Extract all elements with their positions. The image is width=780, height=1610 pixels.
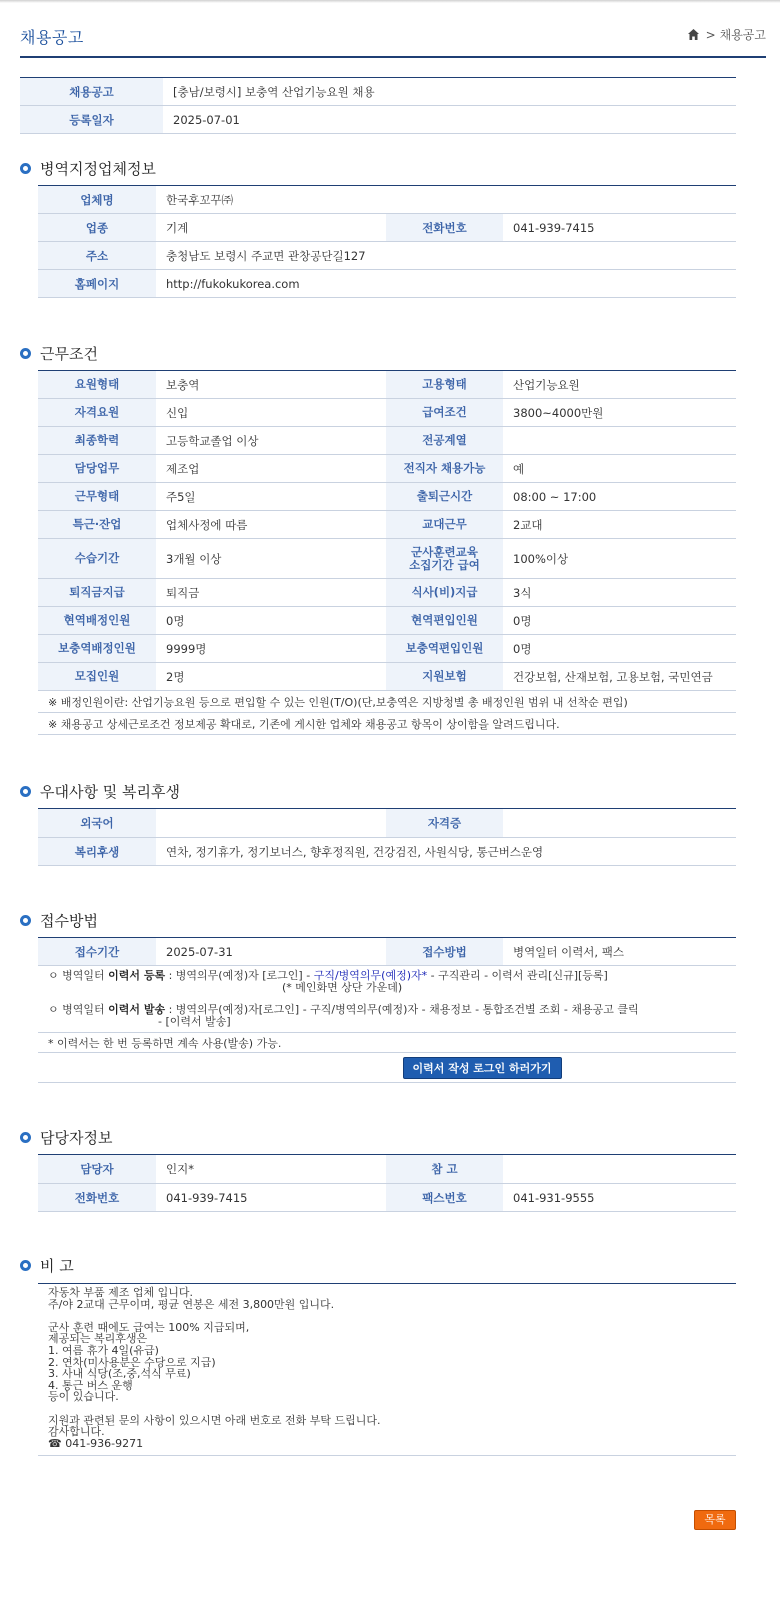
register-instruction-sub: (* 메인화면 상단 가운데): [282, 981, 403, 994]
apply-method-label: 접수방법: [386, 938, 503, 966]
apply-table: [38, 937, 736, 1083]
section-bullet-icon: [20, 915, 31, 926]
section-bullet-icon: [20, 1260, 31, 1271]
conditions-row: [38, 455, 736, 483]
conditions-value: 업체사정에 따름: [156, 511, 386, 539]
conditions-value: 신입: [156, 399, 386, 427]
contact-phone-label: 전화번호: [38, 1184, 156, 1212]
conditions-label: 급여조건: [386, 399, 503, 427]
homepage-label: 홈페이지: [38, 270, 156, 298]
contact-phone: 041-939-7415: [156, 1184, 386, 1212]
apply-method-value: 병역일터 이력서, 팩스: [503, 938, 736, 966]
conditions-row: [38, 539, 736, 579]
conditions-value: 산업기능요원: [503, 371, 736, 399]
conditions-label: 특근·잔업: [38, 511, 156, 539]
conditions-label: 퇴직금지급: [38, 579, 156, 607]
conditions-row: [38, 607, 736, 635]
foreign-language-value: [156, 809, 386, 838]
conditions-label: 출퇴근시간: [386, 483, 503, 511]
section-company-title: [20, 158, 156, 179]
conditions-value: 퇴직금: [156, 579, 386, 607]
foreign-language-label: 외국어: [38, 809, 156, 838]
welfare-label: 복리후생: [38, 838, 156, 866]
summary-label: 채용공고: [20, 78, 163, 106]
conditions-value: 제조업: [156, 455, 386, 483]
conditions-value: 건강보험, 산재보험, 고용보험, 국민연금: [503, 663, 736, 691]
reference-label: 참 고: [386, 1155, 503, 1184]
conditions-row: [38, 371, 736, 399]
conditions-value: 0명: [503, 607, 736, 635]
conditions-row: [38, 483, 736, 511]
page-title: 채용공고: [20, 28, 84, 47]
breadcrumb-current[interactable]: 채용공고: [719, 28, 766, 42]
send-instruction: ㅇ 병역일터 이력서 발송 : 병역의무(예정)자[로그인] - 구직/병역의무(예정)자 - 채용정보 - 통합조건별 조회 - 채용공고 클릭: [48, 1003, 639, 1016]
apply-note: * 이력서는 한 번 등록하면 계속 사용(발송) 가능.: [38, 1033, 736, 1053]
home-icon[interactable]: [687, 28, 700, 41]
conditions-note-2: ※ 채용공고 상세근로조건 정보제공 확대로, 기존에 게시한 업체와 채용공고 항목이 상이함을 알려드립니다.: [38, 713, 736, 735]
company-phone: 041-939-7415: [503, 214, 736, 242]
address-label: 주소: [38, 242, 156, 270]
conditions-value: 2명: [156, 663, 386, 691]
welfare-value: 연차, 정기휴가, 정기보너스, 향후정직원, 건강검진, 사원식당, 통근버스운영: [156, 838, 736, 866]
conditions-label: 최종학력: [38, 427, 156, 455]
conditions-label: 모집인원: [38, 663, 156, 691]
send-instruction-sub: - [이력서 발송]: [158, 1015, 231, 1028]
conditions-label: 근무형태: [38, 483, 156, 511]
section-title-text: 담당자정보: [40, 1129, 113, 1147]
section-bullet-icon: [20, 786, 31, 797]
contact-person-label: 담당자: [38, 1155, 156, 1184]
industry-value: 기계: [156, 214, 386, 242]
section-title-text: 근무조건: [40, 345, 98, 363]
fax-label: 팩스번호: [386, 1184, 503, 1212]
conditions-row: [38, 511, 736, 539]
conditions-label: 식사(비)지급: [386, 579, 503, 607]
conditions-row: [38, 635, 736, 663]
conditions-table: [38, 370, 736, 735]
industry-label: 업종: [38, 214, 156, 242]
summary-value: 2025-07-01: [163, 106, 736, 134]
breadcrumb-separator: >: [705, 27, 716, 42]
summary-row: [20, 106, 736, 134]
section-bullet-icon: [20, 348, 31, 359]
conditions-value: 3개월 이상: [156, 539, 386, 579]
company-name: 한국후꼬꾸㈜: [156, 186, 736, 214]
company-name-label: 업체명: [38, 186, 156, 214]
company-phone-label: 전화번호: [386, 214, 503, 242]
apply-period-value: 2025-07-31: [156, 938, 386, 966]
conditions-label: 수습기간: [38, 539, 156, 579]
conditions-value: 0명: [156, 607, 386, 635]
register-instruction: ㅇ 병역일터 이력서 등록 : 병역의무(예정)자 [로그인] - 구직/병역의무(예정)자* - 구직관리 - 이력서 관리[신규][등록]: [48, 969, 608, 982]
section-bullet-icon: [20, 163, 31, 174]
fax-value: 041-931-9555: [503, 1184, 736, 1212]
conditions-value: 9999명: [156, 635, 386, 663]
conditions-label: 담당업무: [38, 455, 156, 483]
company-table: [38, 185, 736, 298]
conditions-value: 보충역: [156, 371, 386, 399]
summary-label: 등록일자: [20, 106, 163, 134]
top-shadow: [0, 0, 780, 3]
remarks-text: 자동차 부품 제조 업체 입니다. 주/야 2교대 근무이며, 평균 연봉은 세전 3,800만원 입니다. 군사 훈련 때에도 급여는 100% 지급되며, 제공되는 복리후생은 1. 여름 휴가 4일(유급) 2. 연차(미사용분은 수당으로 지급) 3. 사내 식당(조,중,석식 무료) 4. 통근 버스 운행 등이 있습니다. 지원과 관련된 문의 사항이 있으시면 아래 번호로 전화 부탁 드립니다. 감사합니다. ☎ 041-936-9271: [38, 1283, 736, 1456]
conditions-label: 전공계열: [386, 427, 503, 455]
job-seeker-link[interactable]: 구직/병역의무(예정)자*: [313, 969, 428, 982]
conditions-label: 요원형태: [38, 371, 156, 399]
conditions-label: 현역배정인원: [38, 607, 156, 635]
section-title-text: 비 고: [40, 1257, 74, 1275]
conditions-value: 08:00 ~ 17:00: [503, 483, 736, 511]
summary-table: [20, 77, 736, 134]
section-conditions-title: [20, 343, 98, 364]
contact-table: [38, 1154, 736, 1212]
section-apply-title: [20, 910, 98, 931]
conditions-label: 현역편입인원: [386, 607, 503, 635]
conditions-value: 0명: [503, 635, 736, 663]
section-bullet-icon: [20, 1132, 31, 1143]
conditions-row: [38, 427, 736, 455]
resume-login-button[interactable]: 이력서 작성 로그인 하러가기: [403, 1057, 562, 1079]
conditions-value: 고등학교졸업 이상: [156, 427, 386, 455]
section-remarks-title: [20, 1255, 74, 1276]
address-value: 충청남도 보령시 주교면 관창공단길127: [156, 242, 736, 270]
conditions-value: [503, 427, 736, 455]
conditions-note-1: ※ 배정인원이란: 산업기능요원 등으로 편입할 수 있는 인원(T/O)(단,보충역은 지방청별 총 배정인원 범위 내 선착순 편입): [38, 691, 736, 713]
contact-person: 인지*: [156, 1155, 386, 1184]
certificate-value: [503, 809, 736, 838]
reference-value: [503, 1155, 736, 1184]
conditions-value: 3800~4000만원: [503, 399, 736, 427]
conditions-label: 보충역배정인원: [38, 635, 156, 663]
conditions-row: [38, 663, 736, 691]
conditions-value: 2교대: [503, 511, 736, 539]
certificate-label: 자격증: [386, 809, 503, 838]
conditions-label: 지원보험: [386, 663, 503, 691]
apply-instructions: [38, 966, 736, 1033]
homepage-link[interactable]: http://fukokukorea.com: [156, 270, 736, 298]
conditions-value: 3식: [503, 579, 736, 607]
conditions-value: 주5일: [156, 483, 386, 511]
section-title-text: 병역지정업체정보: [40, 160, 156, 178]
summary-value: [충남/보령시] 보충역 산업기능요원 채용: [163, 78, 736, 106]
conditions-row: [38, 399, 736, 427]
conditions-value: 예: [503, 455, 736, 483]
conditions-label: 자격요원: [38, 399, 156, 427]
conditions-label: 보충역편입인원: [386, 635, 503, 663]
conditions-label: 교대근무: [386, 511, 503, 539]
section-title-text: 접수방법: [40, 912, 98, 930]
section-title-text: 우대사항 및 복리후생: [40, 783, 180, 801]
summary-row: [20, 78, 736, 106]
apply-period-label: 접수기간: [38, 938, 156, 966]
conditions-value: 100%이상: [503, 539, 736, 579]
section-contact-title: [20, 1127, 112, 1148]
list-button[interactable]: 목록: [694, 1510, 736, 1530]
conditions-label: 전직자 채용가능: [386, 455, 503, 483]
conditions-row: [38, 579, 736, 607]
conditions-label: 군사훈련교육 소집기간 급여: [386, 539, 503, 579]
conditions-label: 고용형태: [386, 371, 503, 399]
benefits-table: [38, 808, 736, 866]
section-benefits-title: [20, 781, 180, 802]
breadcrumb: [687, 26, 766, 43]
page-header: [20, 22, 766, 58]
